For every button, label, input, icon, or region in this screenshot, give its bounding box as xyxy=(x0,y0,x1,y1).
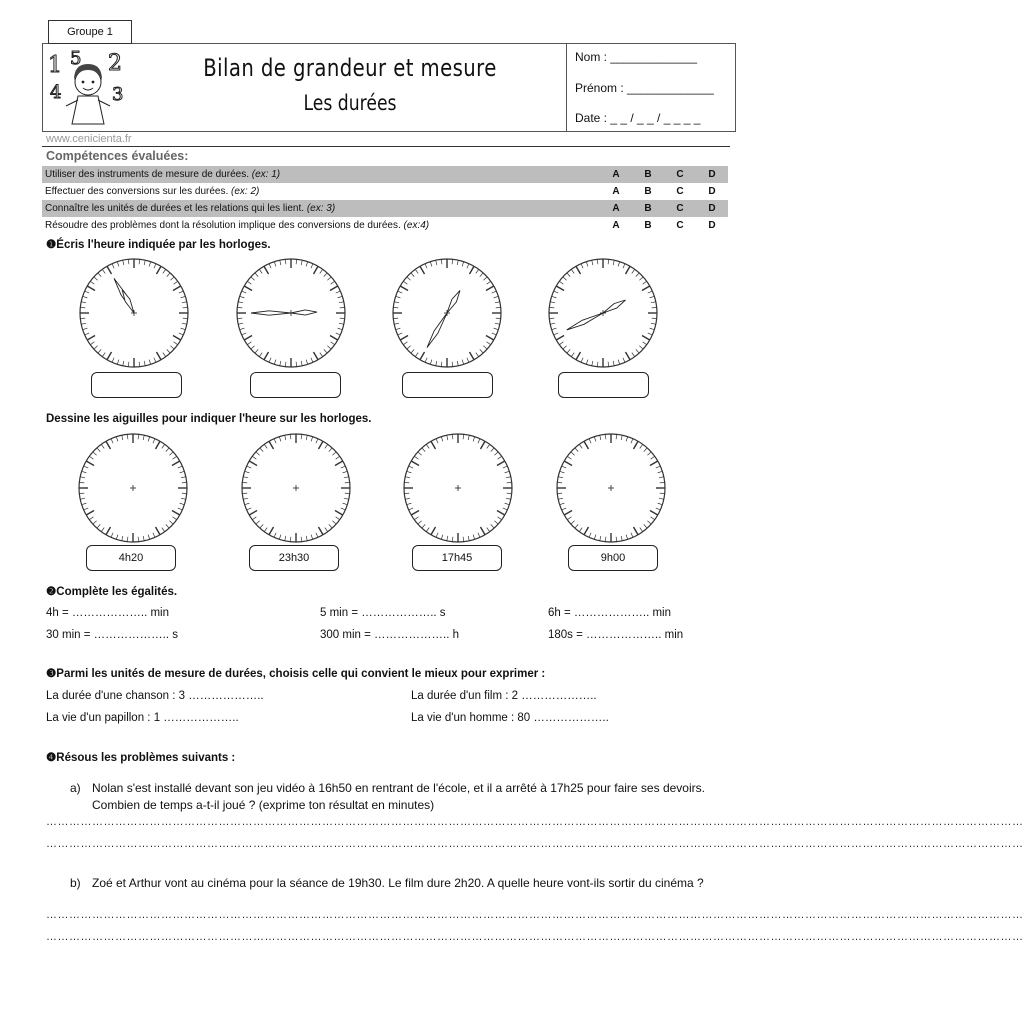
problem-text-b: Zoé et Arthur vont au cinéma pour la séance de 19h30. Le film dure 2h20. A quelle heure vont-ils sortir du cinéma ? xyxy=(92,876,704,890)
level-d[interactable]: D xyxy=(708,186,716,197)
clock-draw-2[interactable] xyxy=(240,432,352,544)
competence-label: Résoudre des problèmes dont la résolution implique des conversions de durées. xyxy=(45,220,404,231)
clock-read-2 xyxy=(235,257,347,369)
problem-label-b: b) xyxy=(70,876,81,890)
level-c[interactable]: C xyxy=(664,166,696,183)
unit-item[interactable]: La durée d'une chanson : 3 ……………….. xyxy=(46,690,264,702)
level-a[interactable]: A xyxy=(612,186,620,197)
unit-item[interactable]: La vie d'un papillon : 1 ……………….. xyxy=(46,712,239,724)
level-d[interactable]: D xyxy=(696,200,728,217)
ex4-title: ❹Résous les problèmes suivants : xyxy=(46,752,236,764)
clock-draw-3[interactable] xyxy=(402,432,514,544)
competence-label: Effectuer des conversions sur les durées. xyxy=(45,186,232,197)
level-a[interactable]: A xyxy=(612,220,620,231)
competence-text xyxy=(42,200,600,217)
problem-label-a: a) xyxy=(70,781,81,795)
answer-line[interactable]: ………………………………………………………………………………………………………………………………………………………………………………………………………………………………… xyxy=(46,909,1024,921)
student-info-box xyxy=(566,43,737,132)
clock-draw-1[interactable] xyxy=(77,432,189,544)
divider xyxy=(42,146,730,147)
logo-digit: 4 xyxy=(50,82,62,103)
level-d[interactable]: D xyxy=(696,166,728,183)
time-label-2: 23h30 xyxy=(249,545,339,571)
time-label-3: 17h45 xyxy=(412,545,502,571)
unit-item[interactable]: La vie d'un homme : 80 ……………….. xyxy=(411,712,609,724)
competences-title: Compétences évaluées: xyxy=(46,149,189,163)
page-title: Bilan de grandeur et mesure xyxy=(203,54,497,82)
level-b[interactable]: B xyxy=(632,166,664,183)
competence-exercise-ref: (ex:4) xyxy=(403,220,430,231)
equality-item[interactable]: 300 min = ……………….. h xyxy=(320,629,459,641)
answer-line[interactable]: ………………………………………………………………………………………………………………………………………………………………………………………………………………………………… xyxy=(46,838,1024,850)
clock-draw-4[interactable] xyxy=(555,432,667,544)
problem-text-a: Nolan s'est installé devant son jeu vidéo à 16h50 en rentrant de l'école, et il a arrêté à 17h25 pour faire ses devoirs. Combien de temps a-t-il joué ? (exprime ton résultat en minutes) xyxy=(92,781,705,812)
date-field[interactable]: Date : _ _ / _ _ / _ _ _ _ xyxy=(575,111,701,125)
logo-digit: 1 xyxy=(48,53,62,78)
answer-box-2[interactable] xyxy=(250,372,341,398)
answer-box-4[interactable] xyxy=(558,372,649,398)
competence-exercise-ref: (ex: 2) xyxy=(231,186,260,197)
logo-digit: 5 xyxy=(70,48,82,69)
competence-text xyxy=(42,183,600,200)
prenom-field[interactable]: Prénom : _____________ xyxy=(575,81,714,95)
ex1-title: ❶Écris l'heure indiquée par les horloges. xyxy=(46,239,271,251)
level-a[interactable]: A xyxy=(600,166,632,183)
competence-row xyxy=(42,217,728,234)
ex3-title: ❸Parmi les unités de mesure de durées, choisis celle qui convient le mieux pour exprimer : xyxy=(46,668,546,680)
answer-line[interactable]: ………………………………………………………………………………………………………………………………………………………………………………………………………………………………… xyxy=(46,816,1024,828)
website-url: www.cenicienta.fr xyxy=(46,133,132,145)
competence-text xyxy=(42,217,600,234)
level-b[interactable]: B xyxy=(644,186,652,197)
time-label-4: 9h00 xyxy=(568,545,658,571)
nom-field[interactable]: Nom : _____________ xyxy=(575,50,698,64)
clock-read-1 xyxy=(78,257,190,369)
level-c[interactable]: C xyxy=(664,200,696,217)
level-d[interactable]: D xyxy=(708,220,716,231)
logo-digit: 2 xyxy=(108,51,122,76)
ex2-title: ❷Complète les égalités. xyxy=(46,586,178,598)
level-c[interactable]: C xyxy=(676,220,684,231)
answer-box-3[interactable] xyxy=(402,372,493,398)
group-label: Groupe 1 xyxy=(48,20,132,44)
equality-item[interactable]: 6h = ……………….. min xyxy=(548,607,672,619)
level-b[interactable]: B xyxy=(632,200,664,217)
level-a[interactable]: A xyxy=(600,200,632,217)
ex1-subtitle: Dessine les aiguilles pour indiquer l'heure sur les horloges. xyxy=(46,413,372,425)
competence-label: Connaître les unités de durées et les relations qui les lient. xyxy=(45,203,307,214)
clock-read-4 xyxy=(547,257,659,369)
clock-read-3 xyxy=(391,257,503,369)
competence-exercise-ref: (ex: 3) xyxy=(306,203,336,214)
logo-digit: 3 xyxy=(112,84,124,105)
competence-text xyxy=(42,166,600,183)
level-c[interactable]: C xyxy=(676,186,684,197)
unit-item[interactable]: La durée d'un film : 2 ……………….. xyxy=(411,690,597,702)
equality-item[interactable]: 180s = ……………….. min xyxy=(548,629,684,641)
competence-row xyxy=(42,200,728,217)
equality-item[interactable]: 4h = ……………….. min xyxy=(46,607,170,619)
competences-table xyxy=(42,166,728,234)
competence-exercise-ref: (ex: 1) xyxy=(251,169,281,180)
time-label-1: 4h20 xyxy=(86,545,176,571)
competence-label: Utiliser des instruments de mesure de durées. xyxy=(45,169,252,180)
answer-box-1[interactable] xyxy=(91,372,182,398)
competence-row xyxy=(42,166,728,183)
page-subtitle: Les durées xyxy=(303,91,397,115)
equality-item[interactable]: 30 min = ……………….. s xyxy=(46,629,178,641)
level-b[interactable]: B xyxy=(644,220,652,231)
logo-girl-numbers xyxy=(44,46,132,128)
equality-item[interactable]: 5 min = ……………….. s xyxy=(320,607,446,619)
competence-row xyxy=(42,183,728,200)
answer-line[interactable]: ………………………………………………………………………………………………………………………………………………………………………………………………………………………………… xyxy=(46,931,1024,943)
